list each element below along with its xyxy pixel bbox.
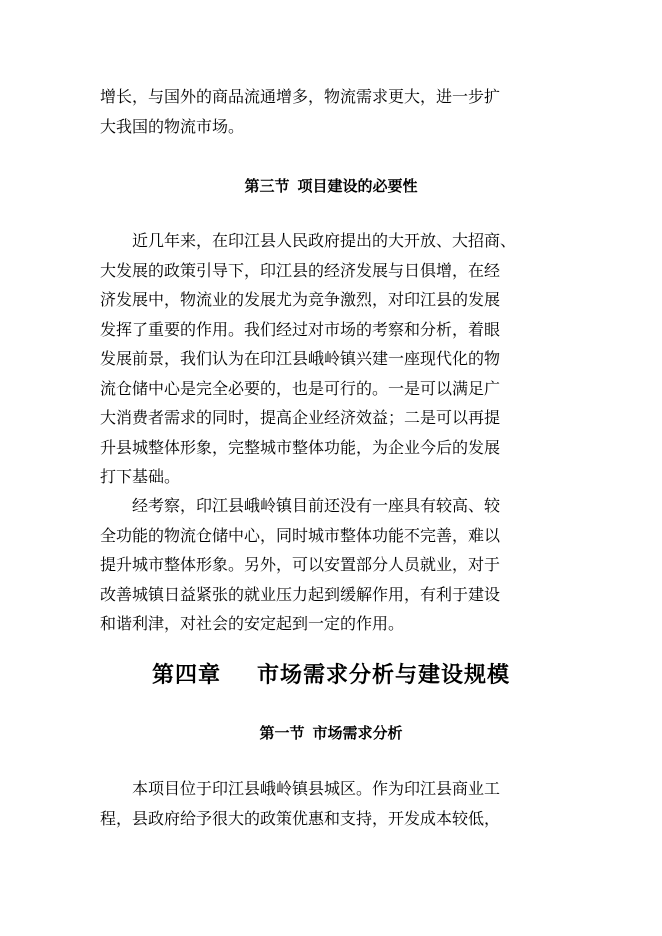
- chapter-title: 市场需求分析与建设规模: [257, 662, 511, 688]
- text-line: 打下基础。: [100, 467, 181, 486]
- section-number: 第一节: [259, 724, 305, 742]
- text-line: 程，县政府给予很大的政策优惠和支持，开发成本较低，: [100, 808, 501, 828]
- text-line: 经考察，印江县峨岭镇目前还没有一座具有较高、较: [132, 496, 501, 515]
- text-line: 增长，与国外的商品流通增多，物流需求更大，进一步扩: [100, 87, 501, 106]
- paragraph-intro-continuation: [100, 82, 562, 141]
- text-line: 和谐利津，对社会的安定起到一定的作用。: [100, 614, 405, 633]
- chapter-heading: [100, 658, 562, 689]
- text-line: 济发展中，物流业的发展尤为竞争激烈，对印江县的发展: [100, 290, 501, 309]
- paragraph-necessity-2: [100, 491, 562, 639]
- text-line: 流仓储中心是完全必要的，也是可行的。一是可以满足广: [100, 378, 501, 398]
- chapter-number: 第四章: [151, 662, 221, 688]
- paragraph-market-demand: [100, 774, 562, 833]
- text-line: 升县城整体形象，完整城市整体功能，为企业今后的发展: [100, 437, 501, 457]
- section-number: 第三节: [244, 177, 290, 195]
- text-line: 提升城市整体形象。另外，可以安置部分人员就业，对于: [100, 555, 501, 574]
- text-line: 改善城镇日益紧张的就业压力起到缓解作用，有利于建设: [100, 584, 501, 604]
- text-line: 大消费者需求的同时，提高企业经济效益；二是可以再提: [100, 408, 501, 427]
- text-line: 全功能的物流仓储中心，同时城市整体功能不完善，难以: [100, 525, 501, 545]
- text-line: 发展前景，我们认为在印江县峨岭镇兴建一座现代化的物: [100, 349, 501, 368]
- section-heading-market-demand: [100, 722, 562, 743]
- paragraph-necessity-1: [100, 226, 562, 492]
- section-title: 项目建设的必要性: [297, 177, 418, 195]
- text-line: 本项目位于印江县峨岭镇县城区。作为印江县商业工: [132, 779, 501, 798]
- text-line: 大发展的政策引导下，印江县的经济发展与日俱增，在经: [100, 260, 501, 280]
- section-heading-necessity: [100, 175, 562, 196]
- text-line: 近几年来，在印江县人民政府提出的大开放、大招商、: [132, 231, 517, 250]
- text-line: 发挥了重要的作用。我们经过对市场的考察和分析，着眼: [100, 319, 501, 339]
- section-title: 市场需求分析: [312, 724, 403, 742]
- text-line: 大我国的物流市场。: [100, 116, 245, 136]
